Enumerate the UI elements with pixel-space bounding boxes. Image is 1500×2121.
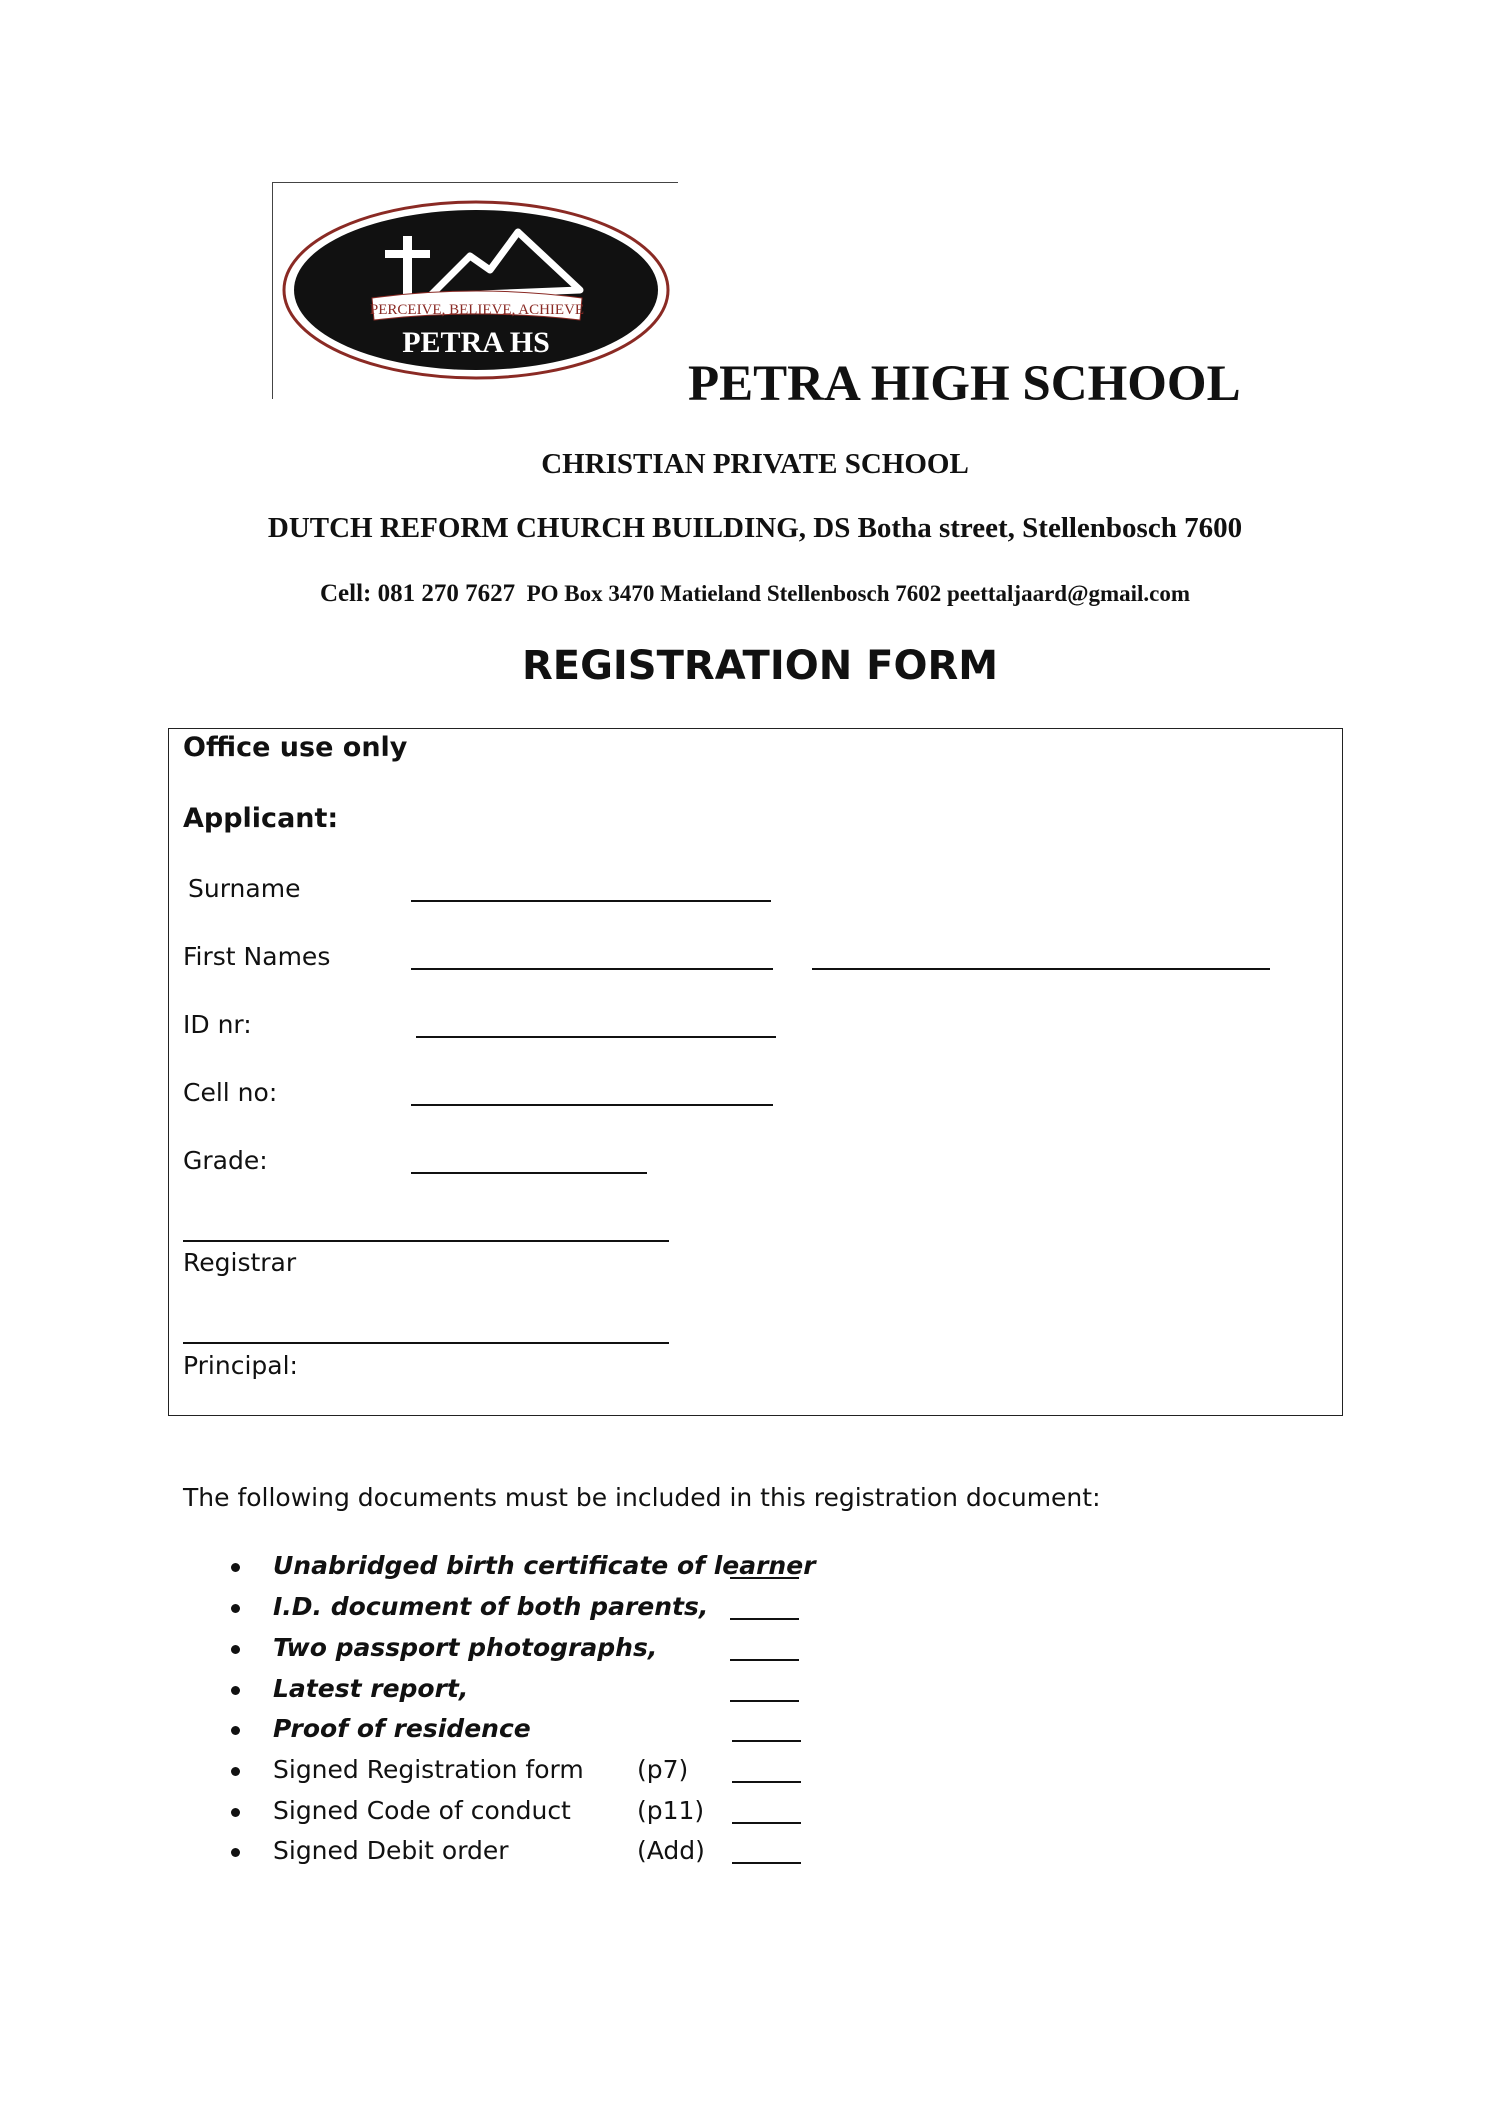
registrar-signature-line[interactable]: [183, 1240, 669, 1242]
first-names-label: First Names: [183, 942, 331, 971]
form-title: REGISTRATION FORM: [521, 643, 999, 689]
documents-intro: The following documents must be included in this registration document:: [183, 1483, 1101, 1512]
document-name: Unabridged birth certificate of learner: [273, 1551, 816, 1580]
document-page: (Add): [637, 1836, 705, 1865]
office-use-box: [168, 728, 1343, 1416]
bullet: [231, 1563, 240, 1572]
school-logo: [280, 198, 672, 382]
cell-no-field[interactable]: [411, 1104, 773, 1106]
document-name: Proof of residence: [273, 1714, 531, 1743]
principal-label: Principal:: [183, 1351, 298, 1380]
document-name: Latest report,: [273, 1674, 469, 1703]
bullet: [231, 1767, 240, 1776]
document-name: Signed Registration form: [273, 1755, 584, 1784]
school-name: PETRA HIGH SCHOOL: [688, 356, 1241, 412]
document-name: Two passport photographs,: [273, 1633, 658, 1662]
school-address: DUTCH REFORM CHURCH BUILDING, DS Botha street, Stellenbosch 7600: [267, 512, 1243, 544]
bullet: [231, 1726, 240, 1735]
document-check-blank[interactable]: [732, 1740, 801, 1742]
document-name: I.D. document of both parents,: [273, 1592, 709, 1621]
document-check-blank[interactable]: [730, 1618, 799, 1620]
document-page: (p11): [637, 1796, 705, 1825]
document-check-blank[interactable]: [732, 1862, 801, 1864]
first-names-field-2[interactable]: [812, 968, 1270, 970]
grade-label: Grade:: [183, 1146, 268, 1175]
id-nr-field[interactable]: [416, 1036, 776, 1038]
grade-field[interactable]: [411, 1172, 647, 1174]
registrar-label: Registrar: [183, 1248, 297, 1277]
document-check-blank[interactable]: [732, 1781, 801, 1783]
applicant-heading: Applicant:: [183, 803, 339, 834]
logo-motto: PERCEIVE, BELIEVE, ACHIEVE: [369, 302, 585, 318]
contact-address-email: PO Box 3470 Matieland Stellenbosch 7602 peettaljaard@gmail.com: [526, 581, 1191, 606]
logo-name: PETRA HS: [402, 326, 550, 359]
school-contact: [0, 580, 1500, 608]
office-use-heading: Office use only: [183, 732, 408, 763]
school-subtitle: CHRISTIAN PRIVATE SCHOOL: [541, 448, 969, 480]
contact-cell: Cell: 081 270 7627: [319, 580, 516, 607]
bullet: [231, 1686, 240, 1695]
bullet: [231, 1848, 240, 1857]
document-page: (p7): [637, 1755, 689, 1784]
id-nr-label: ID nr:: [183, 1010, 252, 1039]
document-check-blank[interactable]: [732, 1822, 801, 1824]
document-name: Signed Debit order: [273, 1836, 509, 1865]
bullet: [231, 1604, 240, 1613]
principal-signature-line[interactable]: [183, 1342, 669, 1344]
document-name: Signed Code of conduct: [273, 1796, 571, 1825]
surname-field[interactable]: [411, 900, 771, 902]
document-check-blank[interactable]: [730, 1700, 799, 1702]
cell-no-label: Cell no:: [183, 1078, 278, 1107]
bullet: [231, 1645, 240, 1654]
document-check-blank[interactable]: [730, 1659, 799, 1661]
first-names-field[interactable]: [411, 968, 773, 970]
surname-label: Surname: [188, 874, 301, 903]
document-check-blank[interactable]: [730, 1577, 799, 1579]
bullet: [231, 1808, 240, 1817]
